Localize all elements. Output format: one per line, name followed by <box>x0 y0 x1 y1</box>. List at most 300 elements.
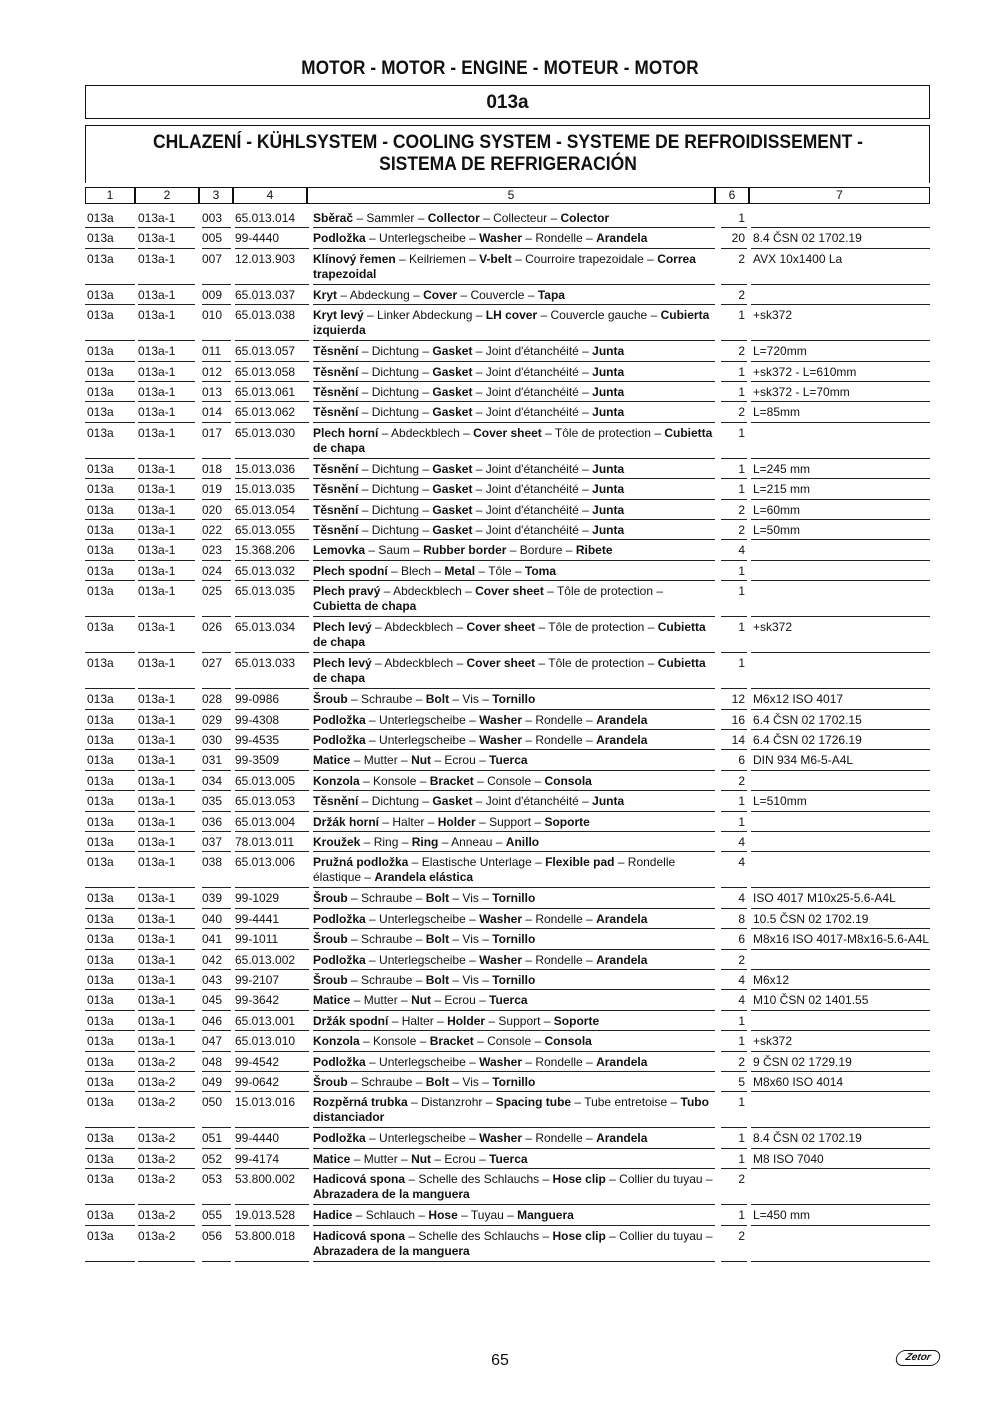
row-rule <box>751 1168 930 1169</box>
description-de: Abdeckung <box>349 287 410 302</box>
note: +sk372 <box>753 308 793 323</box>
row-rule <box>138 1091 195 1092</box>
row-rule <box>138 401 195 402</box>
col-1-cell: 013a <box>87 911 114 926</box>
quantity: 2 <box>738 952 745 967</box>
description-cz: Plech pravý <box>313 584 381 599</box>
row-rule <box>751 790 930 791</box>
quantity: 20 <box>731 231 745 246</box>
part-number: 65.013.061 <box>235 385 296 399</box>
row-rule <box>235 1148 309 1149</box>
description-es: Toma <box>524 563 557 578</box>
col-3-cell: 011 <box>202 344 222 359</box>
col-2-cell: 013a-1 <box>138 425 176 440</box>
row-rule <box>751 381 930 382</box>
row-rule <box>751 539 930 540</box>
row-rule <box>313 1051 715 1052</box>
col-2-cell: 013a-1 <box>138 855 176 870</box>
row-rule <box>235 422 309 423</box>
row-rule <box>85 1168 135 1169</box>
description-de: Dichtung <box>371 794 420 809</box>
col-2-cell: 013a-2 <box>138 1131 176 1146</box>
quantity: 1 <box>738 1131 745 1146</box>
col-2-cell: 013a-1 <box>138 952 176 967</box>
quantity: 1 <box>738 211 745 225</box>
row-rule <box>721 1030 747 1031</box>
row-rule <box>721 1261 747 1262</box>
row-rule <box>202 1225 231 1226</box>
description-fr: Ecrou <box>444 753 476 768</box>
row-rule <box>313 851 715 852</box>
row-rule <box>138 969 195 970</box>
row-rule <box>85 499 135 500</box>
col-3-cell: 017 <box>202 425 223 440</box>
description-cz: Šroub <box>313 1075 348 1089</box>
row-rule <box>721 887 747 888</box>
col-1-cell: 013a <box>87 425 114 440</box>
row-rule <box>313 580 715 581</box>
row-rule <box>202 478 231 479</box>
description-fr: Joint d'étanchéité <box>485 794 579 809</box>
part-description: Podložka – Unterlegscheibe – Washer – Rondelle – Arandela <box>313 231 648 246</box>
col-2-cell: 013a-1 <box>138 344 176 359</box>
description-de: Mutter <box>363 993 398 1008</box>
row-rule <box>721 478 747 479</box>
col-3-cell: 045 <box>202 993 223 1008</box>
description-fr: Joint d'étanchéité <box>485 344 579 359</box>
part-description: Držák horní – Halter – Holder – Support – Soporte <box>313 814 590 829</box>
row-rule <box>313 969 715 970</box>
row-rule <box>721 688 747 689</box>
col-2-cell: 013a-1 <box>138 308 176 323</box>
row-rule <box>202 1127 231 1128</box>
row-rule <box>235 688 309 689</box>
description-es: Abrazadera de la manguera <box>313 1187 470 1202</box>
part-description: Plech spodní – Blech – Metal – Tôle – Toma <box>313 563 557 578</box>
row-rule <box>235 1010 309 1011</box>
description-cz: Podložka <box>313 733 366 747</box>
row-rule <box>313 709 715 710</box>
description-en: Metal <box>444 563 476 578</box>
col-3-cell: 051 <box>202 1131 223 1146</box>
note: +sk372 - L=70mm <box>753 385 850 399</box>
description-cz: Těsnění <box>313 461 359 476</box>
row-rule <box>138 381 195 382</box>
row-rule <box>721 989 747 990</box>
row-rule <box>235 851 309 852</box>
part-description: Plech levý – Abdeckblech – Cover sheet – Tôle de protection – Cubietta de chapa <box>313 620 706 650</box>
description-en: Gasket <box>432 502 473 517</box>
description-en: Bolt <box>425 932 450 947</box>
row-rule <box>85 887 135 888</box>
col-2-cell: 013a-1 <box>138 993 176 1008</box>
row-rule <box>721 227 747 228</box>
note: M6x12 <box>753 973 790 987</box>
part-description: Držák spodní – Halter – Holder – Support – Soporte <box>313 1013 600 1028</box>
row-rule <box>138 227 195 228</box>
description-cz: Šroub <box>313 891 348 906</box>
description-fr: Support <box>498 1013 541 1028</box>
row-rule <box>721 1225 747 1226</box>
description-de: Schraube <box>361 692 413 707</box>
description-de: Linker Abdeckung <box>377 308 473 323</box>
row-rule <box>721 361 747 362</box>
row-rule <box>721 1091 747 1092</box>
description-en: Gasket <box>432 344 473 359</box>
quantity: 2 <box>738 405 745 420</box>
col-1-cell: 013a <box>87 1228 114 1243</box>
description-fr: Rondelle <box>535 231 583 246</box>
row-rule <box>85 616 135 617</box>
description-es: Junta <box>592 794 625 809</box>
row-rule <box>85 1030 135 1031</box>
row-rule <box>85 831 135 832</box>
row-rule <box>313 499 715 500</box>
row-rule <box>85 539 135 540</box>
col-1-cell: 013a <box>87 308 114 323</box>
row-rule <box>85 401 135 402</box>
description-de: Dichtung <box>371 405 420 420</box>
row-rule <box>751 928 930 929</box>
description-es: Ribete <box>575 543 613 558</box>
row-rule <box>721 709 747 710</box>
row-rule <box>85 851 135 852</box>
col-1-cell: 013a <box>87 1151 114 1166</box>
col-3-cell: 049 <box>202 1075 223 1089</box>
description-cz: Těsnění <box>313 482 359 497</box>
part-number: 65.013.058 <box>235 364 296 379</box>
col-2-cell: 013a-2 <box>138 1151 176 1166</box>
part-description: Hadicová spona – Schelle des Schlauchs – Hose clip – Collier du tuyau – Abrazadera de la manguera <box>313 1228 713 1258</box>
description-en: Gasket <box>432 385 473 399</box>
description-fr: Couvercle <box>470 287 525 302</box>
description-en: Holder <box>447 1013 486 1028</box>
description-cz: Kryt levý <box>313 308 364 323</box>
col-3-cell: 024 <box>202 563 223 578</box>
row-rule <box>138 709 195 710</box>
col-1-cell: 013a <box>87 405 114 420</box>
col-1-cell: 013a <box>87 1054 114 1069</box>
col-2-cell: 013a-1 <box>138 502 176 517</box>
col-3-cell: 031 <box>202 753 223 768</box>
part-number: 99-4174 <box>235 1151 280 1166</box>
row-rule <box>85 811 135 812</box>
row-rule <box>202 227 231 228</box>
part-number: 99-3642 <box>235 993 280 1008</box>
row-rule <box>313 458 715 459</box>
row-rule <box>138 304 195 305</box>
quantity: 4 <box>738 891 745 906</box>
description-es: Cubietta de chapa <box>313 620 706 650</box>
row-rule <box>751 688 930 689</box>
row-rule <box>721 340 747 341</box>
col-1-cell: 013a <box>87 656 114 671</box>
description-de: Mutter <box>363 753 398 768</box>
part-description: Těsnění – Dichtung – Gasket – Joint d'étanchéité – Junta <box>313 794 625 809</box>
row-rule <box>138 1127 195 1128</box>
row-rule <box>721 560 747 561</box>
description-fr: Tôle de protection <box>548 656 645 671</box>
col-3-cell: 019 <box>202 482 223 497</box>
quantity: 2 <box>738 251 745 266</box>
row-rule <box>235 928 309 929</box>
col-2-cell: 013a-2 <box>138 1075 176 1089</box>
col-1-cell: 013a <box>87 1172 114 1187</box>
description-en: Gasket <box>432 364 473 379</box>
row-rule <box>85 1204 135 1205</box>
column-header: 6 <box>715 187 749 204</box>
row-rule <box>138 949 195 950</box>
col-3-cell: 018 <box>202 461 223 476</box>
col-1-cell: 013a <box>87 364 114 379</box>
row-rule <box>313 770 715 771</box>
row-rule <box>138 1071 195 1072</box>
row-rule <box>202 688 231 689</box>
row-rule <box>235 1030 309 1031</box>
row-rule <box>721 949 747 950</box>
row-rule <box>751 227 930 228</box>
col-3-cell: 022 <box>202 523 223 537</box>
row-rule <box>751 1204 930 1205</box>
col-1-cell: 013a <box>87 932 114 947</box>
row-rule <box>202 928 231 929</box>
description-es: Colector <box>560 211 610 225</box>
description-fr: Tôle <box>488 563 512 578</box>
row-rule <box>85 458 135 459</box>
quantity: 4 <box>738 993 745 1008</box>
note: L=85mm <box>753 405 801 420</box>
row-rule <box>138 340 195 341</box>
description-en: Bolt <box>425 973 450 987</box>
row-rule <box>138 248 195 249</box>
row-rule <box>751 770 930 771</box>
row-rule <box>313 831 715 832</box>
row-rule <box>721 790 747 791</box>
quantity: 6 <box>738 753 745 768</box>
row-rule <box>751 248 930 249</box>
description-cz: Lemovka <box>313 543 366 558</box>
description-es: Arandela <box>596 911 648 926</box>
row-rule <box>751 969 930 970</box>
note: L=245 mm <box>753 461 811 476</box>
row-rule <box>85 580 135 581</box>
col-3-cell: 038 <box>202 855 223 870</box>
description-de: Schelle des Schlauchs <box>418 1228 540 1243</box>
note: 6.4 ČSN 02 1702.15 <box>753 712 862 727</box>
note: 8.4 ČSN 02 1702.19 <box>753 1131 862 1146</box>
description-de: Unterlegscheibe <box>379 231 466 246</box>
description-de: Abdeckblech <box>393 584 462 599</box>
part-description: Konzola – Konsole – Bracket – Console – Consola <box>313 773 592 788</box>
col-2-cell: 013a-1 <box>138 835 176 849</box>
part-number: 65.013.032 <box>235 563 296 578</box>
description-cz: Matice <box>313 993 351 1008</box>
row-rule <box>235 1051 309 1052</box>
row-rule <box>235 499 309 500</box>
col-3-cell: 042 <box>202 952 223 967</box>
note: 8.4 ČSN 02 1702.19 <box>753 231 862 246</box>
quantity: 1 <box>738 461 745 476</box>
description-fr: Vis <box>462 891 479 906</box>
quantity: 1 <box>738 425 745 440</box>
description-de: Halter <box>401 1013 434 1028</box>
row-rule <box>85 248 135 249</box>
row-rule <box>313 340 715 341</box>
row-rule <box>138 770 195 771</box>
row-rule <box>235 560 309 561</box>
row-rule <box>202 949 231 950</box>
col-2-cell: 013a-1 <box>138 656 176 671</box>
row-rule <box>202 1071 231 1072</box>
col-2-cell: 013a-1 <box>138 911 176 926</box>
row-rule <box>313 908 715 909</box>
row-rule <box>313 790 715 791</box>
quantity: 1 <box>738 1151 745 1166</box>
row-rule <box>313 560 715 561</box>
row-rule <box>85 652 135 653</box>
row-rule <box>751 499 930 500</box>
description-fr: Rondelle <box>535 952 583 967</box>
description-fr: Console <box>487 773 532 788</box>
description-fr: Support <box>489 814 532 829</box>
col-2-cell: 013a-1 <box>138 1034 176 1049</box>
description-de: Unterlegscheibe <box>379 712 466 727</box>
col-2-cell: 013a-1 <box>138 364 176 379</box>
col-2-cell: 013a-1 <box>138 753 176 768</box>
note: 10.5 ČSN 02 1702.19 <box>753 911 869 926</box>
part-description: Lemovka – Saum – Rubber border – Bordure – Ribete <box>313 543 613 558</box>
description-en: Washer <box>479 712 522 727</box>
row-rule <box>751 1071 930 1072</box>
description-en: Cover sheet <box>466 656 536 671</box>
part-number: 99-0642 <box>235 1075 280 1089</box>
col-1-cell: 013a <box>87 1208 114 1223</box>
description-es: Arandela <box>596 231 648 246</box>
quantity: 2 <box>738 287 745 302</box>
row-rule <box>202 887 231 888</box>
row-rule <box>721 284 747 285</box>
col-3-cell: 041 <box>202 932 223 947</box>
description-de: Schraube <box>361 891 413 906</box>
col-1-cell: 013a <box>87 211 114 225</box>
row-rule <box>85 381 135 382</box>
description-de: Halter <box>392 814 425 829</box>
row-rule <box>235 580 309 581</box>
part-description: Plech levý – Abdeckblech – Cover sheet – Tôle de protection – Cubietta de chapa <box>313 656 706 686</box>
row-rule <box>235 729 309 730</box>
col-1-cell: 013a <box>87 753 114 768</box>
col-3-cell: 036 <box>202 814 223 829</box>
note: +sk372 - L=610mm <box>753 364 857 379</box>
row-rule <box>721 969 747 970</box>
note: +sk372 <box>753 620 793 635</box>
description-es: Soporte <box>544 814 590 829</box>
description-cz: Šroub <box>313 692 348 707</box>
note: ISO 4017 M10x25-5.6-A4L <box>753 891 896 906</box>
row-rule <box>202 1148 231 1149</box>
quantity: 4 <box>738 835 745 849</box>
row-rule <box>85 422 135 423</box>
note: M8 ISO 7040 <box>753 1151 824 1166</box>
part-description: Těsnění – Dichtung – Gasket – Joint d'étanchéité – Junta <box>313 461 625 476</box>
description-fr: Rondelle <box>535 911 583 926</box>
description-de: Schlauch <box>365 1208 416 1223</box>
row-rule <box>202 519 231 520</box>
col-2-cell: 013a-1 <box>138 733 176 747</box>
row-rule <box>202 1010 231 1011</box>
description-de: Schraube <box>361 932 413 947</box>
row-rule <box>202 340 231 341</box>
description-cz: Podložka <box>313 1054 366 1069</box>
description-cz: Plech levý <box>313 620 372 635</box>
part-number: 65.013.055 <box>235 523 296 537</box>
description-es: Tuerca <box>489 753 528 768</box>
row-rule <box>202 381 231 382</box>
description-cz: Podložka <box>313 712 366 727</box>
row-rule <box>138 652 195 653</box>
row-rule <box>138 851 195 852</box>
col-1-cell: 013a <box>87 973 114 987</box>
part-number: 65.013.054 <box>235 502 296 517</box>
col-3-cell: 035 <box>202 794 223 809</box>
note: M8x16 ISO 4017-M8x16-5.6-A4L <box>753 932 930 947</box>
part-description: Těsnění – Dichtung – Gasket – Joint d'étanchéité – Junta <box>313 482 625 497</box>
description-cz: Plech levý <box>313 656 372 671</box>
row-rule <box>721 248 747 249</box>
quantity: 1 <box>738 814 745 829</box>
row-rule <box>313 1168 715 1169</box>
col-3-cell: 039 <box>202 891 223 906</box>
row-rule <box>751 422 930 423</box>
description-es: Junta <box>592 364 625 379</box>
row-rule <box>138 499 195 500</box>
row-rule <box>85 709 135 710</box>
row-rule <box>235 381 309 382</box>
row-rule <box>751 1010 930 1011</box>
row-rule <box>235 770 309 771</box>
row-rule <box>751 1051 930 1052</box>
part-description: Kroužek – Ring – Ring – Anneau – Anillo <box>313 835 540 849</box>
description-es: Junta <box>592 461 625 476</box>
part-description: Šroub – Schraube – Bolt – Vis – Tornillo <box>313 973 536 987</box>
quantity: 1 <box>738 584 745 599</box>
description-en: Ring <box>411 835 439 849</box>
quantity: 1 <box>738 482 745 497</box>
part-description: Podložka – Unterlegscheibe – Washer – Rondelle – Arandela <box>313 952 648 967</box>
row-rule <box>138 1010 195 1011</box>
description-en: Cover sheet <box>473 425 542 440</box>
col-1-cell: 013a <box>87 523 114 537</box>
row-rule <box>202 811 231 812</box>
part-number: 15.368.206 <box>235 543 296 558</box>
col-2-cell: 013a-1 <box>138 932 176 947</box>
row-rule <box>85 304 135 305</box>
row-rule <box>313 989 715 990</box>
quantity: 1 <box>738 1013 745 1028</box>
row-rule <box>138 519 195 520</box>
part-description: Sběrač – Sammler – Collector – Collecteur – Colector <box>313 211 610 225</box>
col-1-cell: 013a <box>87 1131 114 1146</box>
description-cz: Podložka <box>313 952 366 967</box>
description-de: Saum <box>378 543 410 558</box>
row-rule <box>751 652 930 653</box>
col-3-cell: 012 <box>202 364 223 379</box>
row-rule <box>235 1261 309 1262</box>
part-number: 65.013.030 <box>235 425 296 440</box>
row-rule <box>721 851 747 852</box>
description-cz: Matice <box>313 1151 351 1166</box>
row-rule <box>313 749 715 750</box>
